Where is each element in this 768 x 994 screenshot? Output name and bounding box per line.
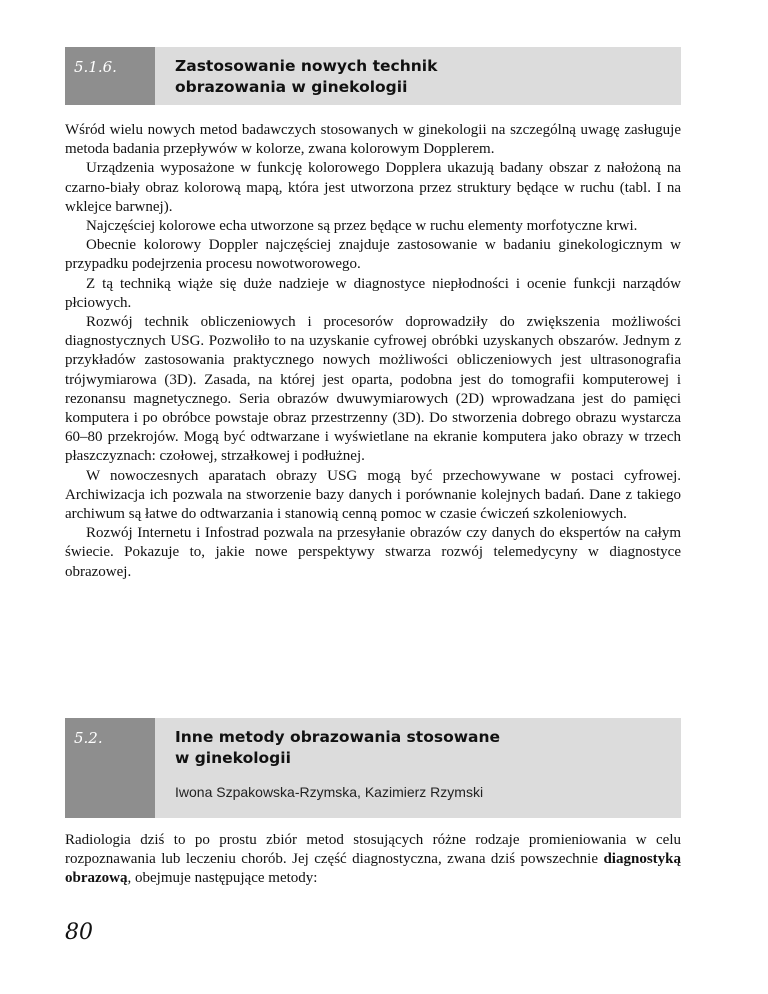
paragraph — [65, 831, 681, 889]
section-title — [175, 56, 671, 98]
section-intro-text — [65, 831, 681, 889]
section-header-5-1-6 — [65, 47, 681, 105]
section-authors: Iwona Szpakowska-Rzymska, Kazimierz Rzymski — [175, 784, 484, 800]
paragraph: Najczęściej kolorowe echa utworzone są przez będące w ruchu elementy morfotyczne krwi. — [86, 218, 638, 235]
section-title-line: obrazowania w ginekologii — [175, 78, 408, 96]
intro-text-end: , obejmuje następujące metody: — [127, 870, 318, 887]
paragraph: Z tą techniką wiąże się duże nadzieje w diagnostyce niepłodności i ocenie funkcji narządów płciowych. — [65, 275, 681, 311]
paragraph: Rozwój technik obliczeniowych i procesorów doprowadziły do zwiększenia możliwości diagnostycznych USG. Pozwoliło to na uzyskanie cyfrowej obróbki uzyskanych obszarów. Jednym z przykładów zastosowania praktycznego nowych możliwości obliczeniowych jest ultrasonografia trójwymiarowa (3D). Zasada, na której jest oparta, podobna jest do tomografii komputerowej i rezonansu magnetycznego. Seria obrazów dwuwymiarowych (2D) wprowadzana jest do pamięci komputera i po obróbce powstaje obraz przestrzenny (3D). Do stworzenia dobrego obrazu wystarcza 60–80 przekrojów. Mogą być odtwarzane i wyświetlane na ekranie komputera jako obrazy w trzech płaszczyznach: czołowej, strzałkowej i podłużnej. — [65, 314, 681, 465]
section-number: 5.2. — [65, 718, 155, 818]
section-number: 5.1.6. — [65, 47, 155, 105]
section-title-line: Zastosowanie nowych technik — [175, 57, 438, 75]
paragraph: Rozwój Internetu i Infostrad pozwala na przesyłanie obrazów czy danych do ekspertów na całym świecie. Pokazuje to, jakie nowe perspektywy stwarza rozwój telemedycyny w diagnostyce obrazowej. — [65, 525, 681, 580]
paragraph: Wśród wielu nowych metod badawczych stosowanych w ginekologii na szczególną uwagę zasługuje metoda badania przepływów w kolorze, zwana kolorowym Dopplerem. — [65, 122, 681, 158]
page-number: 80 — [65, 920, 93, 945]
section-body-text — [65, 121, 681, 582]
section-title — [175, 727, 671, 769]
paragraph: Obecnie kolorowy Doppler najczęściej znajduje zastosowanie w badaniu ginekologicznym w przypadku podejrzenia procesu nowotworowego. — [65, 237, 681, 273]
paragraph: W nowoczesnych aparatach obrazy USG mogą być przechowywane w postaci cyfrowej. Archiwizacja ich pozwala na stworzenie bazy danych i porównanie kolejnych badań. Dane z takiego archiwum są łatwe do odtwarzania i stanowią cenną pomoc w czasie ćwiczeń szkoleniowych. — [65, 467, 681, 523]
section-title-line: w ginekologii — [175, 749, 291, 767]
intro-text-start: Radiologia dziś to po prostu zbiór metod stosujących różne rodzaje promieniowania w celu rozpoznawania lub leczeniu chorób. Jej część diagnostyczna, zwana dziś powszechnie — [65, 832, 681, 868]
paragraph: Urządzenia wyposażone w funkcję kolorowego Dopplera ukazują badany obszar z nałożoną na czarno-biały obraz kolorową mapą, która jest utworzona przez struktury będące w ruchu (tabl. I na wklejce barwnej). — [65, 160, 681, 215]
bold-term: diagnostyką obrazową — [65, 851, 681, 887]
section-title-line: Inne metody obrazowania stosowane — [175, 728, 501, 746]
section-header-5-2 — [65, 718, 681, 818]
